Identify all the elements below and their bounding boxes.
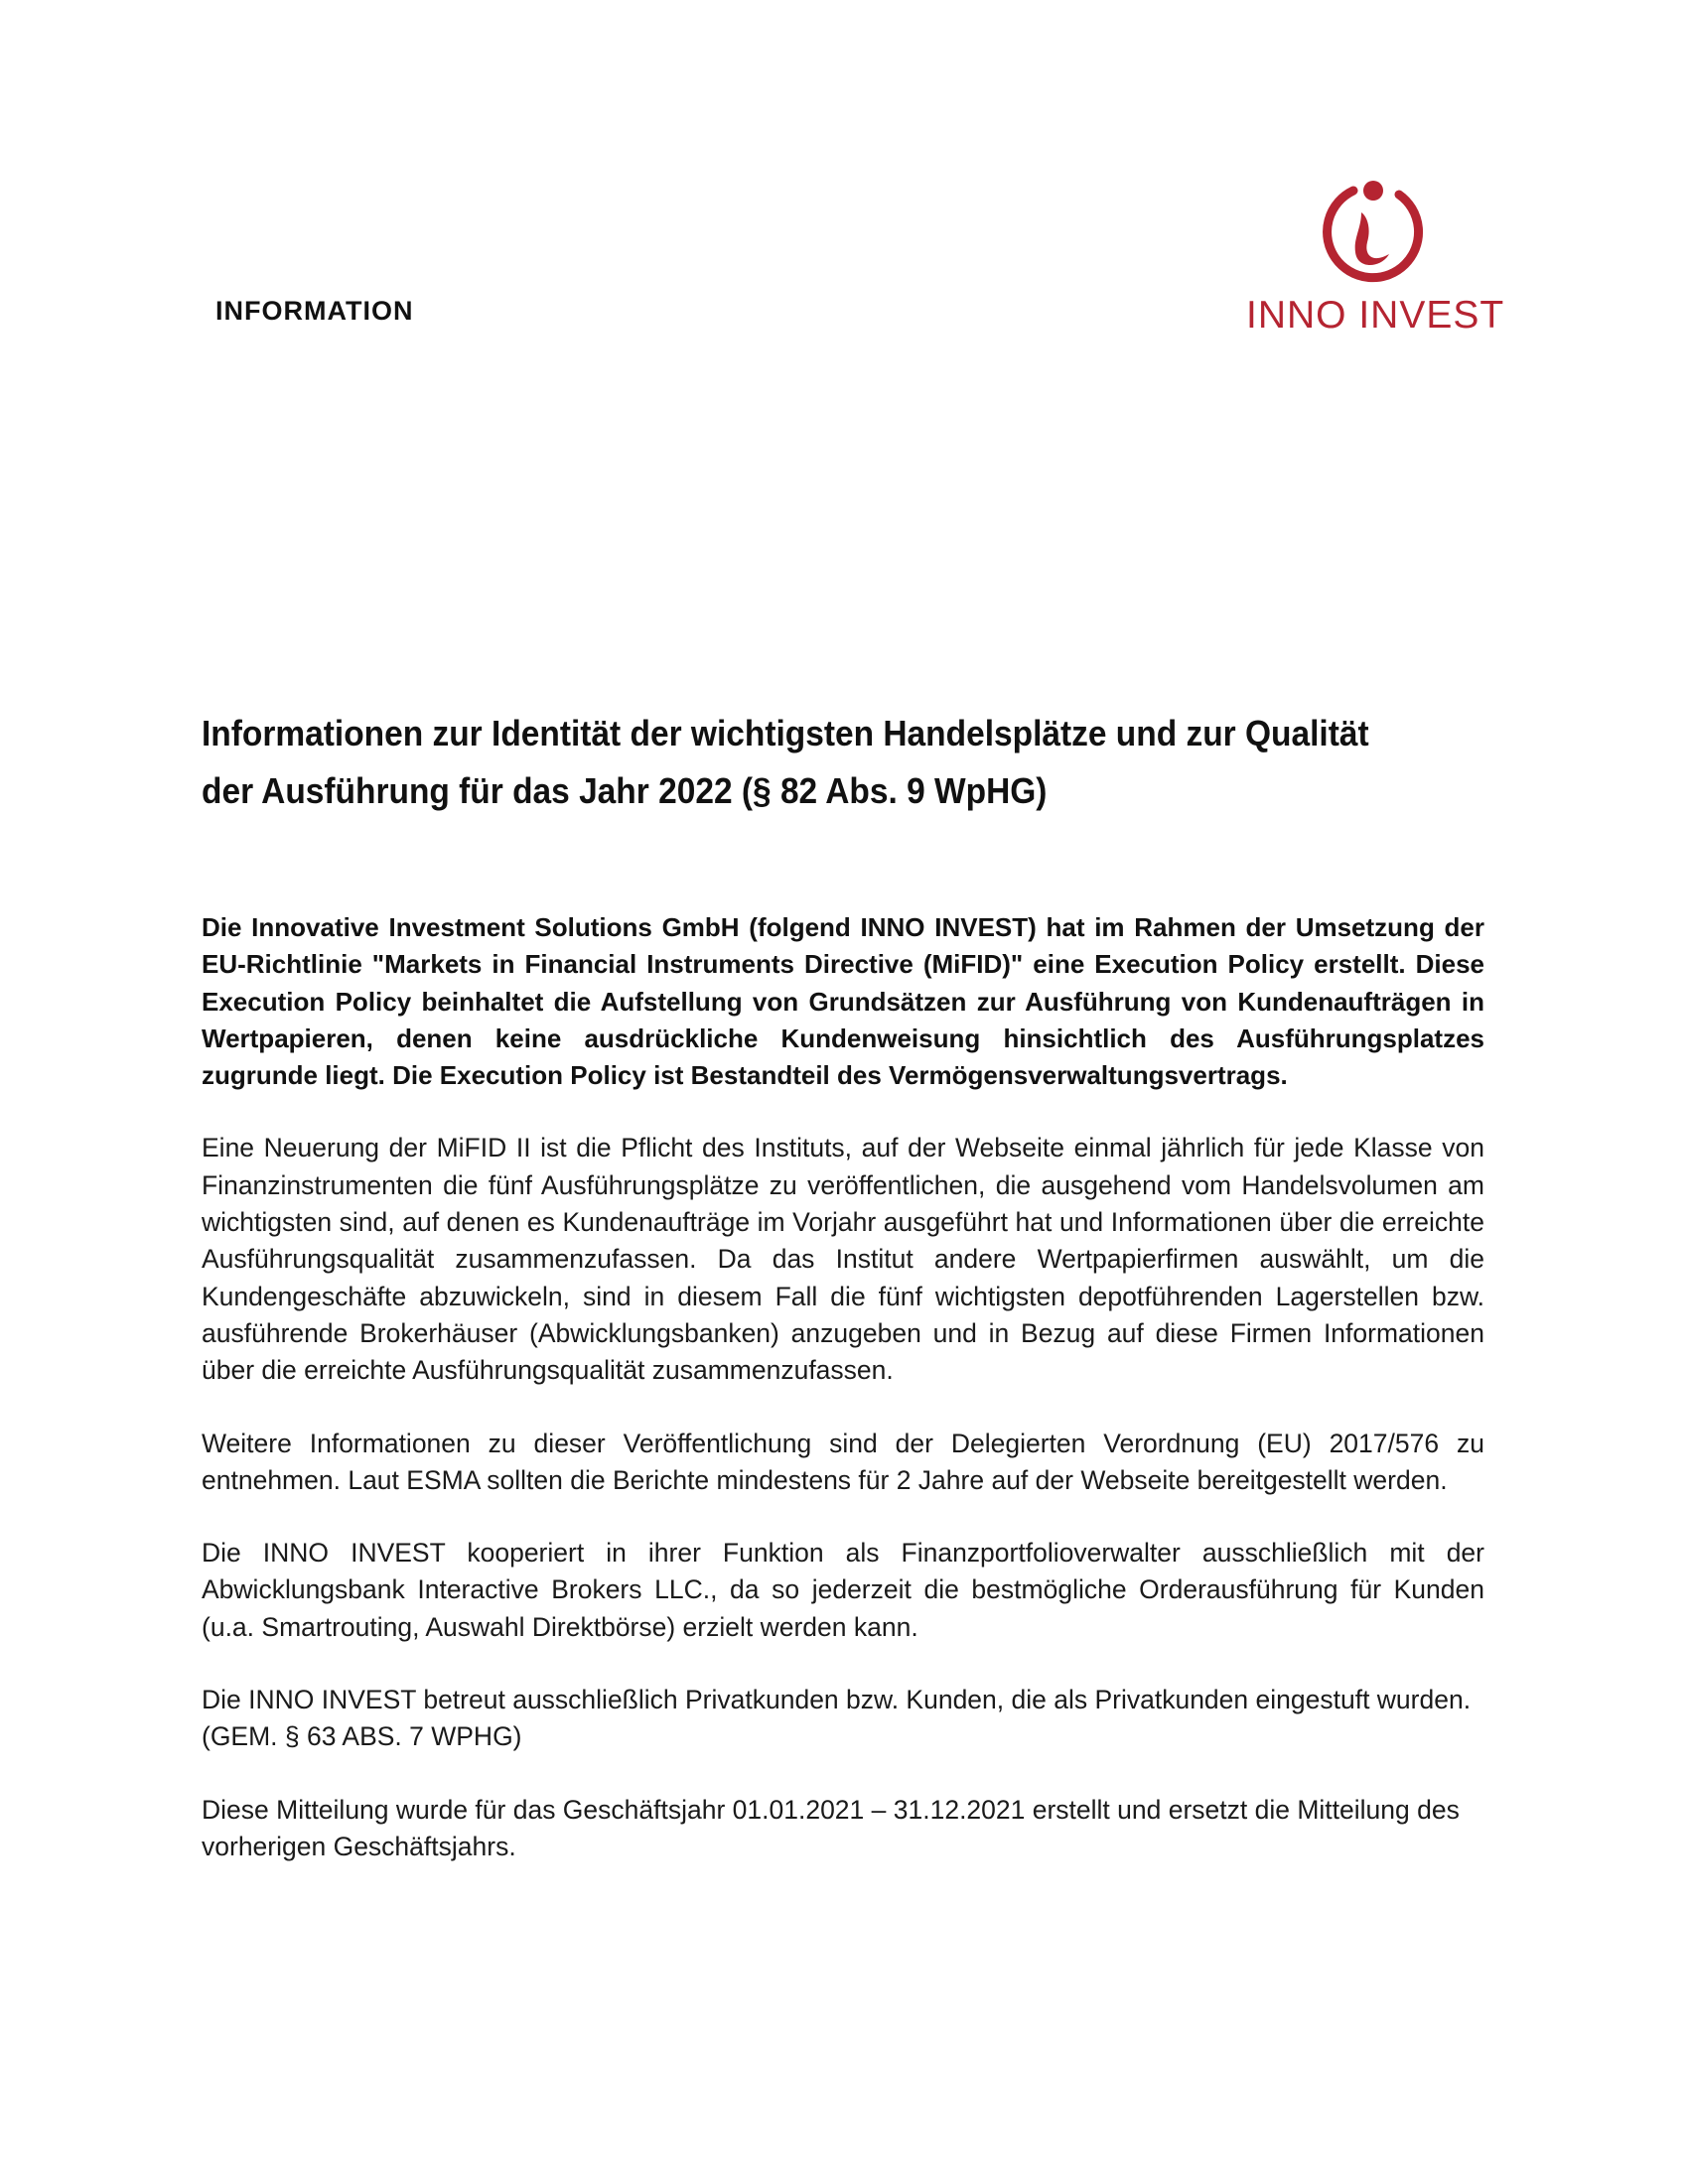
document-body bbox=[202, 909, 1484, 1865]
logo-icon bbox=[1318, 177, 1427, 288]
body-paragraph: Diese Mitteilung wurde für das Geschäftsjahr 01.01.2021 – 31.12.2021 erstellt und ersetzt die Mitteilung des vorherigen Geschäftsjahrs. bbox=[202, 1794, 1460, 1861]
body-paragraph: Die INNO INVEST betreut ausschließlich Privatkunden bzw. Kunden, die als Privatkunden eingestuft wurden. (GEM. § 63 ABS. 7 WPHG) bbox=[202, 1685, 1472, 1752]
company-logo bbox=[1246, 177, 1505, 341]
body-paragraph: Eine Neuerung der MiFID II ist die Pflicht des Instituts, auf der Webseite einmal jährlich für jede Klasse von Finanzinstrumenten die fünf Ausführungsplätze zu veröffentlichen, die ausgehend vom Handelsvolumen am wichtigsten sind, auf denen es Kundenaufträge im Vorjahr ausgeführt hat und Informationen über die erreichte Ausführungsqualität zusammenzufassen. Da das Institut andere Wertpapierfirmen auswählt, um die Kundengeschäfte abzuwickeln, sind in diesem Fall die fünf wichtigsten depotführenden Lagerstellen bzw. ausführende Brokerhäuser (Abwicklungsbanken) anzugeben und in Bezug auf diese Firmen Informationen über die erreichte Ausführungsqualität zusammenzufassen. bbox=[202, 1133, 1484, 1386]
document-title: Informationen zur Identität der wichtigsten Handelsplätze und zur Qualität der Ausführung für das Jahr 2022 (§ 82 Abs. 9 WpHG) bbox=[202, 713, 1369, 811]
logo-text: INNO INVEST bbox=[1246, 294, 1505, 337]
header-label: INFORMATION bbox=[215, 296, 414, 326]
body-paragraph: Die INNO INVEST kooperiert in ihrer Funktion als Finanzportfolioverwalter ausschließlich mit der Abwicklungsbank Interactive Brokers LLC., da so jederzeit die bestmögliche Orderausführung für Kunden (u.a. Smartrouting, Auswahl Direktbörse) erzielt werden kann. bbox=[202, 1538, 1484, 1642]
body-paragraph: Weitere Informationen zu dieser Veröffentlichung sind der Delegierten Verordnung (EU) 2017/576 zu entnehmen. Laut ESMA sollten die Berichte mindestens für 2 Jahre auf der Webseite bereitgestellt werden. bbox=[202, 1428, 1484, 1495]
lead-paragraph: Die Innovative Investment Solutions GmbH (folgend INNO INVEST) hat im Rahmen der Umsetzung der EU-Richtlinie "Markets in Financial Instruments Directive (MiFID)" eine Execution Policy erstellt. Diese Execution Policy beinhaltet die Aufstellung von Grundsätzen zur Ausführung von Kundenaufträgen in Wertpapieren, denen keine ausdrückliche Kundenweisung hinsichtlich des Ausführungsplatzes zugrunde liegt. Die Execution Policy ist Bestandteil des Vermögensverwaltungsvertrags. bbox=[202, 912, 1484, 1091]
